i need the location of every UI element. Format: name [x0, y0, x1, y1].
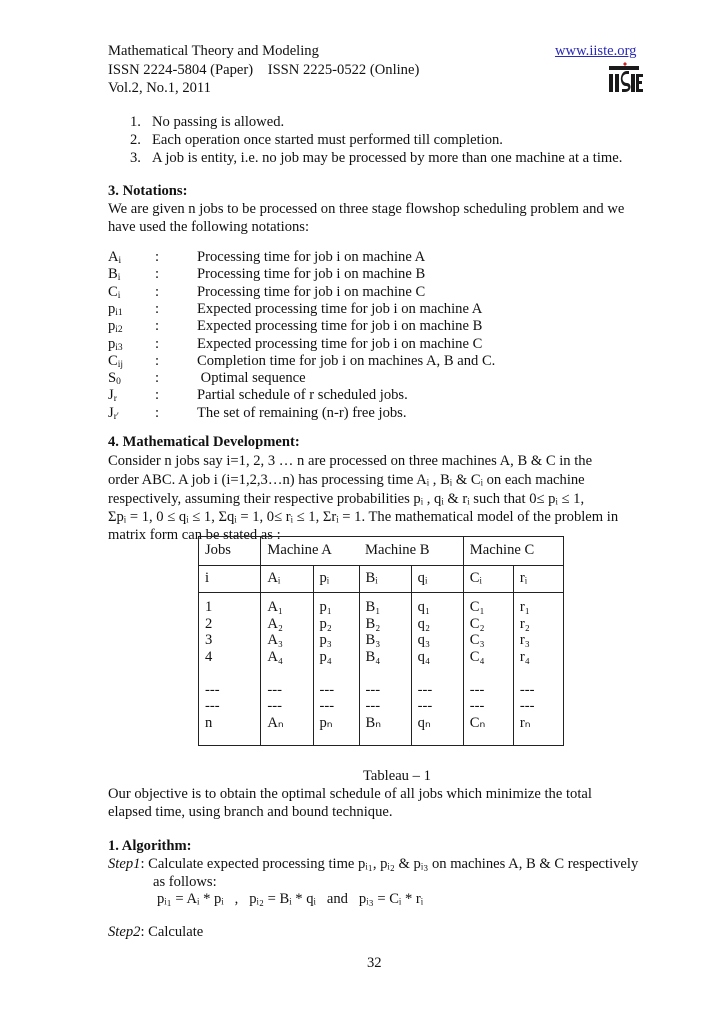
tableau-cell: n [205, 714, 213, 731]
notation-symbol-base: A [108, 249, 119, 265]
tableau-body-row [199, 593, 564, 746]
header-machine-b: Machine B [359, 537, 463, 566]
tableau-cell: rₙ [519, 714, 531, 731]
assumption-num-1: 1. [130, 114, 141, 130]
tableau-column-2 [313, 593, 359, 746]
tableau-subheader-row [199, 565, 564, 593]
journal-website-link[interactable]: www.iiste.org [555, 43, 637, 59]
tableau-cell: --- [365, 698, 381, 714]
tableau-table [198, 536, 564, 746]
notation-symbol [108, 387, 117, 404]
tableau-cell: p₁ [319, 599, 332, 615]
tableau-cell: r₄ [519, 648, 530, 665]
notation-description: Expected processing time for job i on machine C [197, 335, 483, 352]
step1-label: Step1 [108, 856, 141, 872]
tableau-cell [418, 665, 457, 682]
tableau-column-3 [359, 593, 411, 746]
header-jobs: Jobs [199, 537, 261, 566]
notation-colon: : [155, 266, 160, 283]
tableau-column-5 [463, 593, 513, 746]
tableau-cell [320, 665, 353, 682]
tableau-cell: --- [319, 698, 335, 714]
notation-symbol-subscript: i3 [115, 342, 123, 353]
notation-colon: : [155, 318, 160, 335]
assumption-num-2: 2. [130, 132, 141, 148]
tableau-cell: B₂ [365, 615, 381, 632]
notation-symbol-base: p [108, 300, 116, 317]
notation-description: Expected processing time for job i on machine B [197, 318, 483, 335]
tableau-cell [520, 665, 557, 682]
notation-symbol [108, 249, 121, 266]
subheader-ci: Cᵢ [463, 565, 513, 593]
tableau-cell: --- [205, 698, 220, 714]
tableau-cell: A₁ [267, 599, 283, 615]
notation-symbol [108, 336, 123, 353]
tableau-cell: --- [365, 681, 381, 698]
notation-symbol-base: p [108, 318, 116, 335]
notation-symbol-base: C [108, 283, 118, 300]
tableau-header-row [199, 537, 564, 566]
step1-continuation: as follows: [153, 874, 217, 890]
tableau-cell: Aₙ [267, 714, 284, 731]
tableau-cell: q₁ [417, 599, 431, 615]
tableau-cell: C₄ [469, 648, 485, 665]
tableau-cell [205, 665, 254, 682]
tableau-cell: A₄ [267, 648, 283, 665]
subheader-ai: Aᵢ [261, 565, 313, 593]
tableau-cell: A₂ [267, 615, 283, 632]
assumption-num-3: 3. [130, 150, 141, 166]
tableau-cell: --- [205, 681, 220, 698]
notations-intro-line1: We are given n jobs to be processed on three stage flowshop scheduling problem and we [108, 201, 625, 217]
notation-colon: : [155, 300, 160, 317]
tableau-cell: p₂ [319, 615, 332, 632]
notation-description: Completion time for job i on machines A, B and C. [197, 352, 496, 369]
tableau-cell: --- [519, 681, 535, 698]
development-line3: respectively, assuming their respective probabilities pᵢ , qᵢ & rᵢ such that 0≤ pᵢ ≤ 1, [108, 491, 585, 507]
step2-label: Step2 [108, 924, 141, 940]
notation-description: Processing time for job i on machine A [197, 249, 426, 265]
notation-symbol-base: S [108, 370, 117, 387]
tableau-column-0 [199, 593, 261, 746]
notation-symbol [108, 284, 120, 301]
tableau-cell: A₃ [267, 632, 283, 648]
notation-symbol-subscript: i [117, 290, 121, 301]
notation-description: Partial schedule of r scheduled jobs. [197, 387, 408, 404]
notation-description: Processing time for job i on machine B [197, 266, 426, 283]
development-line2: order ABC. A job i (i=1,2,3…n) has processing time Aᵢ , Bᵢ & Cᵢ on each machine [108, 472, 585, 488]
volume-line: Vol.2, No.1, 2011 [108, 80, 211, 96]
subheader-i: i [199, 565, 261, 593]
tableau-cell: --- [469, 681, 485, 698]
development-heading: 4. Mathematical Development: [108, 434, 300, 450]
tableau-column-1 [261, 593, 313, 746]
subheader-pi: pᵢ [313, 565, 359, 593]
notation-symbol-base: B [108, 266, 118, 283]
notation-colon: : [155, 352, 160, 369]
notation-symbol [108, 318, 123, 335]
tableau-cell: 2 [205, 615, 213, 632]
notation-symbol-subscript: i2 [115, 325, 123, 336]
header-machine-c: Machine C [463, 537, 563, 566]
tableau-cell: p₄ [319, 648, 332, 665]
assumption-text-2: Each operation once started must performed till completion. [152, 132, 503, 148]
notation-description: Processing time for job i on machine C [197, 283, 426, 300]
tableau-cell: C₂ [469, 615, 485, 632]
notations-intro-line2: have used the following notations: [108, 219, 310, 235]
tableau-cell: q₂ [417, 615, 431, 632]
subheader-bi: Bᵢ [359, 565, 411, 593]
notation-symbol-subscript: i [117, 273, 121, 284]
tableau-cell: B₃ [365, 632, 381, 648]
tableau-cell: C₃ [469, 632, 485, 648]
tableau-cell: Bₙ [365, 714, 382, 731]
issn-line: ISSN 2224-5804 (Paper) ISSN 2225-0522 (Online) [108, 62, 420, 78]
tableau-cell: r₁ [519, 599, 530, 615]
tableau-cell [470, 665, 507, 682]
notation-symbol-base: J [108, 404, 114, 421]
tableau-cell: 3 [205, 632, 213, 648]
notation-symbol-subscript: 0 [116, 377, 121, 388]
journal-title: Mathematical Theory and Modeling [108, 43, 319, 59]
tableau-column-6 [513, 593, 563, 746]
notation-colon: : [155, 370, 160, 387]
development-line5: matrix form can be stated as : [108, 527, 281, 543]
development-line1: Consider n jobs say i=1, 2, 3 … n are processed on three machines A, B & C in the [108, 453, 593, 469]
tableau-cell: --- [417, 698, 433, 714]
tableau-cell: p₃ [319, 632, 332, 648]
notation-colon: : [155, 335, 160, 352]
notation-colon: : [155, 387, 160, 404]
tableau-caption: Tableau – 1 [363, 768, 431, 784]
tableau-cell: q₃ [417, 632, 431, 648]
tableau-cell: qₙ [417, 714, 431, 731]
tableau-cell: B₁ [365, 599, 381, 615]
step2-line [108, 924, 203, 941]
notation-symbol-subscript: i [118, 256, 122, 266]
notation-symbol-base: p [108, 335, 116, 352]
tableau-cell: --- [519, 698, 535, 714]
notation-symbol [108, 405, 119, 422]
objective-line1: Our objective is to obtain the optimal schedule of all jobs which minimize the total [108, 786, 592, 802]
notation-symbol-base: C [108, 352, 118, 369]
iiste-logo [603, 62, 645, 96]
tableau-cell: Cₙ [469, 714, 486, 731]
tableau-cell: 4 [205, 648, 213, 665]
notation-colon: : [155, 404, 160, 421]
tableau-cell [267, 665, 306, 682]
tableau-cell: --- [267, 698, 282, 714]
step1-line [108, 856, 638, 873]
notation-description: Expected processing time for job i on machine A [197, 300, 483, 317]
tableau-cell: --- [469, 698, 485, 714]
tableau-cell [366, 665, 405, 682]
notation-description: Optimal sequence [197, 370, 306, 387]
tableau-cell: r₂ [519, 615, 530, 632]
development-line4: Σpᵢ = 1, 0 ≤ qᵢ ≤ 1, Σqᵢ = 1, 0≤ rᵢ ≤ 1, Σrᵢ = 1. The mathematical model of the problem in [108, 509, 619, 525]
notation-symbol [108, 353, 123, 370]
algorithm-heading: 1. Algorithm: [108, 838, 192, 854]
notation-colon: : [155, 283, 160, 300]
tableau-cell: pₙ [319, 714, 333, 731]
step1-formula: pᵢ₁ = Aᵢ * pᵢ , pᵢ₂ = Bᵢ * qᵢ and pᵢ₃ = Cᵢ * rᵢ [157, 891, 424, 907]
tableau-cell: r₃ [519, 632, 530, 648]
notation-symbol-base: J [108, 387, 114, 404]
notation-symbol [108, 301, 123, 318]
tableau-cell: q₄ [417, 648, 431, 665]
assumption-text-1: No passing is allowed. [152, 114, 285, 130]
notation-symbol-subscript: r′ [113, 411, 119, 422]
notations-heading: 3. Notations: [108, 183, 188, 199]
objective-line2: elapsed time, using branch and bound technique. [108, 804, 393, 820]
tableau-cell: --- [417, 681, 433, 698]
tableau-cell: --- [267, 681, 282, 698]
notation-symbol-subscript: i1 [115, 307, 123, 318]
notation-symbol [108, 266, 120, 283]
page-number: 32 [367, 955, 382, 971]
step2-text: : Calculate [140, 924, 204, 940]
assumption-text-3: A job is entity, i.e. no job may be processed by more than one machine at a time. [152, 150, 623, 166]
iiste-logo-graphic [603, 62, 645, 96]
tableau-column-4 [411, 593, 463, 746]
header-machine-a: Machine A [261, 537, 359, 566]
tableau-cell: 1 [205, 599, 213, 615]
notation-symbol-subscript: r [113, 394, 117, 405]
tableau-cell: C₁ [469, 599, 485, 615]
step1-text: : Calculate expected processing time pᵢ₁, pᵢ₂ & pᵢ₃ on machines A, B & C respectively [140, 856, 639, 872]
tableau-cell: B₄ [365, 648, 381, 665]
notation-description: The set of remaining (n-r) free jobs. [197, 404, 407, 421]
notation-colon: : [155, 249, 160, 265]
tableau-cell: --- [319, 681, 335, 698]
subheader-ri: rᵢ [513, 565, 563, 593]
notation-symbol-subscript: ij [117, 359, 124, 370]
notation-symbol [108, 370, 121, 387]
subheader-qi: qᵢ [411, 565, 463, 593]
